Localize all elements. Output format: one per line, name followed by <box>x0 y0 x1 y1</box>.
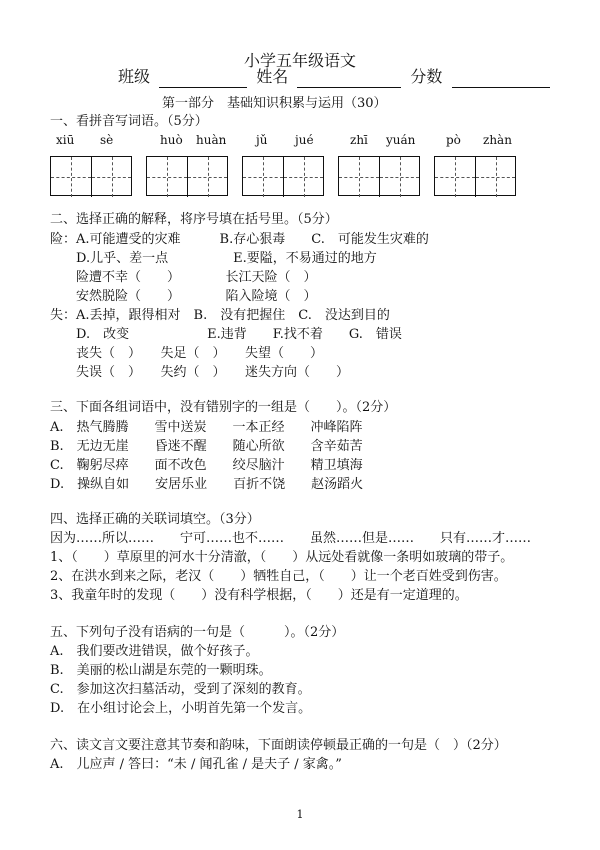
q3-option: A. 热气腾腾 雪中送炭 一本正经 冲峰陷阵 <box>50 420 363 435</box>
q3-option: B. 无边无崖 昏迷不醒 随心所欲 含辛茹苦 <box>50 439 363 454</box>
writing-box[interactable] <box>434 156 516 196</box>
pinyin: sè <box>100 133 114 147</box>
q3-heading: 三、下面各组词语中，没有错别字的一组是（ ）。（2分） <box>50 400 397 415</box>
q2-heading: 二、选择正确的解释，将序号填在括号里。（5分） <box>50 212 338 227</box>
q5-option: B. 美丽的松山湖是东莞的一颗明珠。 <box>50 663 272 678</box>
student-info-line <box>118 66 550 88</box>
q5-option: D. 在小组讨论会上，小明首先第一个发言。 <box>50 701 312 716</box>
q2-line: 丧失（ ） 失足（ ） 失望（ ） <box>76 346 324 361</box>
q5-option: C. 参加这次扫墓活动，受到了深刻的教育。 <box>50 682 311 697</box>
pinyin: huò <box>160 133 183 147</box>
writing-box[interactable] <box>338 156 420 196</box>
class-label: 班级 <box>118 67 151 86</box>
q6-option: A. 儿应声 / 答曰：“未 / 闻孔雀 / 是夫子 / 家禽。” <box>50 757 342 772</box>
pinyin: zhàn <box>483 133 512 147</box>
q4-word-bank: 因为……所以…… 宁可……也不…… 虽然……但是…… 只有……才…… <box>50 531 532 546</box>
part-heading: 第一部分 基础知识积累与运用（30） <box>162 96 387 111</box>
q2-line: D.儿乎、差一点 E.要隘，不易通过的地方 <box>76 251 377 266</box>
name-label: 姓名 <box>256 67 289 86</box>
page-title: 小学五年级语文 <box>243 51 356 70</box>
pinyin: jué <box>295 133 314 147</box>
q4-item: 2、在洪水到来之际，老汉（ ）牺牲自己，（ ）让一个老百姓受到伤害。 <box>50 569 507 584</box>
pinyin: jǔ <box>256 133 268 147</box>
score-label: 分数 <box>410 67 443 86</box>
pinyin: xiū <box>56 133 75 147</box>
pinyin: huàn <box>196 133 227 147</box>
q2-line: D. 改变 E.违背 F.找不着 G. 错误 <box>76 327 402 342</box>
q2-line: 失误（ ） 失约（ ） 迷失方向（ ） <box>76 365 350 380</box>
q3-option: D. 操纵自如 安居乐业 百折不饶 赵汤蹈火 <box>50 477 364 492</box>
writing-box[interactable] <box>242 156 324 196</box>
q4-heading: 四、选择正确的关联词填空。（3分） <box>50 512 260 527</box>
writing-box[interactable] <box>50 156 132 196</box>
score-field[interactable] <box>452 72 550 88</box>
pinyin: zhī <box>350 133 368 147</box>
q6-heading: 六、读文言文要注意其节奏和韵味，下面朗读停顿最正确的一句是（ ）（2分） <box>50 738 507 753</box>
q4-item: 3、我童年时的发现（ ）没有科学根据，（ ）还是有一定道理的。 <box>50 588 468 603</box>
q2-line: 失：A.丢掉，跟得相对 B. 没有把握住 C. 没达到目的 <box>50 308 390 323</box>
class-field[interactable] <box>159 72 247 88</box>
q2-line: 险遭不幸（ ） 长江天险（ ） <box>76 270 317 285</box>
page-number: 1 <box>296 808 304 821</box>
q5-heading: 五、下列句子没有语病的一句是（ ）。（2分） <box>50 625 345 640</box>
q1-heading: 一、看拼音写词语。（5分） <box>50 114 208 129</box>
q5-option: A. 我们要改进错误，做个好孩子。 <box>50 644 259 659</box>
pinyin: pò <box>446 133 461 147</box>
name-field[interactable] <box>297 72 401 88</box>
q4-item: 1、（ ）草原里的河水十分清澈，（ ）从远处看就像一条明如玻璃的带子。 <box>50 550 514 565</box>
writing-box[interactable] <box>146 156 228 196</box>
q2-line: 险：A.可能遭受的灾难 B.存心狠毒 C. 可能发生灾难的 <box>50 232 429 247</box>
pinyin: yuán <box>386 133 416 147</box>
q2-line: 安然脱险（ ） 陷入险境（ ） <box>76 289 317 304</box>
q3-option: C. 鞠躬尽瘁 面不改色 绞尽脑汁 精卫填海 <box>50 458 363 473</box>
